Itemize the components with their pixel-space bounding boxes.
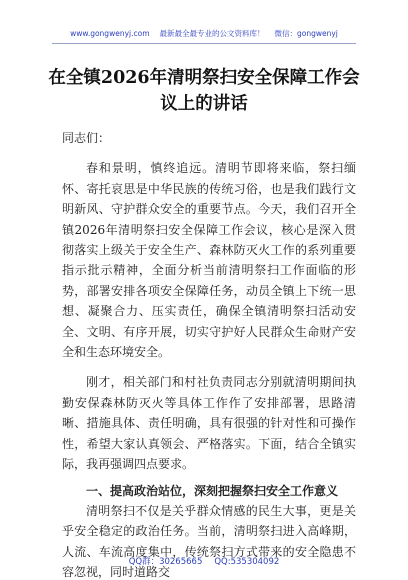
section-heading-1: 一、提高政治站位，深刻把握祭扫安全工作意义 bbox=[86, 483, 339, 498]
paragraph-2: 刚才，相关部门和村社负责同志分别就清明期间执勤安保森林防灭火等具体工作作了安排部署，思路清晰、措施具体、责任明确，具有很强的针对性和可操作性，希望大家认真领会、严格落实。下面，结合全镇实际，我再强调四点要求。 bbox=[62, 375, 356, 472]
title-line-1: 在全镇2026年清明祭扫安全保障工作会 bbox=[48, 68, 360, 88]
footer-qq: QQ:535304092 bbox=[214, 557, 280, 567]
document-title bbox=[40, 65, 368, 117]
header-divider bbox=[52, 43, 356, 44]
page-footer bbox=[0, 555, 408, 567]
footer-qq-group: QQ群：30265665 bbox=[128, 557, 203, 567]
page-header bbox=[0, 28, 408, 39]
paragraph-1: 春和景明，慎终追远。清明节即将来临，祭扫缅怀、寄托哀思是中华民族的传统习俗，也是我们践行文明新风、守护群众安全的重要节点。今天，我们召开全镇2026年清明祭扫安全保障工作会议，核心是深入贯彻落实上级关于安全生产、森林防灭火工作的系列重要指示批示精神，全面分析当前清明祭扫工作面临的形势，部署安排各项安全保障任务，动员全镇上下统一思想、凝聚合力、压实责任，确保全镇清明祭扫活动安全、文明、有序开展，切实守护好人民群众生命财产安全和生态环境安全。 bbox=[62, 161, 356, 360]
document-body bbox=[62, 128, 356, 580]
salutation: 同志们： bbox=[62, 131, 111, 145]
header-website[interactable]: www.gongwenyj.com bbox=[70, 29, 150, 38]
paragraph-3: 清明祭扫不仅是关乎群众情感的民生大事，更是关乎安全稳定的政治任务。当前，清明祭扫进入高峰期，人流、车流高度集中，传统祭扫方式带来的安全隐患不容忽视，同时道路交 bbox=[62, 503, 356, 580]
header-wechat: 微信：gongwenyj bbox=[274, 29, 338, 38]
header-slogan: 最新最全最专业的公文资料库！ bbox=[159, 29, 265, 38]
title-line-2: 议上的讲话 bbox=[160, 94, 248, 114]
